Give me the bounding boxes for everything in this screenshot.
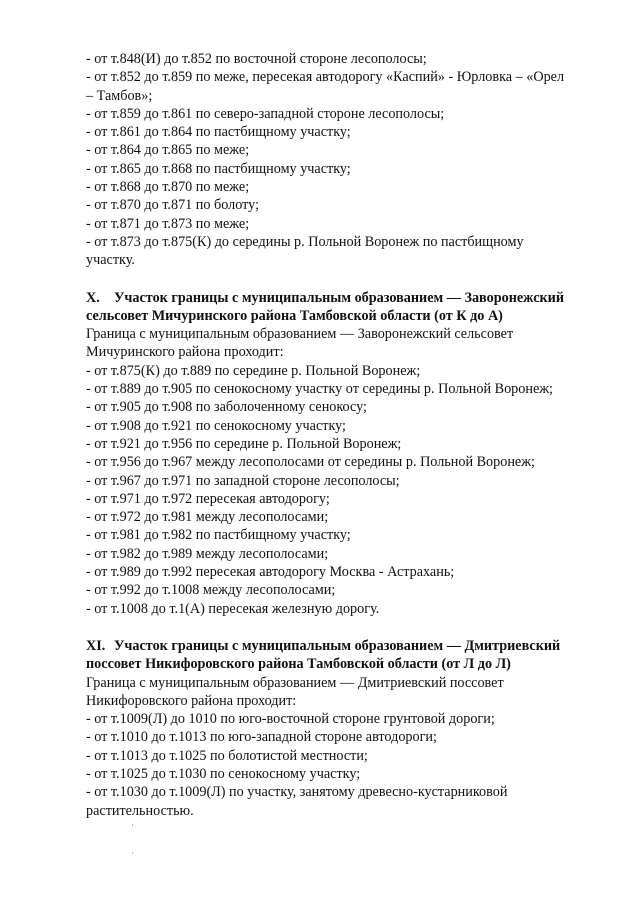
list-item: - от т.870 до т.871 по болоту;: [86, 197, 260, 214]
list-item: - от т.921 до т.956 по середине р. Польной Воронеж;: [86, 435, 402, 452]
list-item: - от т.1010 до т.1013 по юго-западной стороне автодороги;: [86, 729, 437, 746]
scan-artifact: [132, 852, 133, 854]
list-item: - от т.864 до т.865 по меже;: [86, 142, 250, 159]
list-item: - от т.859 до т.861 по северо-западной стороне лесополосы;: [86, 105, 445, 122]
list-item: - от т.967 до т.971 по западной стороне лесополосы;: [86, 472, 400, 489]
section-heading-text: Участок границы с муниципальным образованием — Заворонежский: [114, 289, 565, 306]
section-10: [86, 289, 606, 618]
section-heading: [86, 289, 606, 307]
list-item: - от т.889 до т.905 по сенокосному участку от середины р. Польной Воронеж;: [86, 381, 553, 398]
section-spacer: [86, 618, 606, 637]
section-number: XI.: [86, 637, 106, 654]
list-item: - от т.875(К) до т.889 по середине р. Польной Воронеж;: [86, 362, 421, 379]
list-item: - от т.1009(Л) до 1010 по юго-восточной стороне грунтовой дороги;: [86, 711, 495, 728]
scan-artifact: [132, 824, 133, 826]
section-heading-line-2: поссовет Никифоровского района Тамбовской области (от Л до Л): [86, 656, 511, 673]
list-item: - от т.971 до т.972 пересекая автодорогу;: [86, 490, 330, 507]
list-item: - от т.1008 до т.1(А) пересекая железную дорогу.: [86, 600, 380, 617]
list-item: - от т.982 до т.989 между лесополосами;: [86, 545, 329, 562]
list-item-continuation: растительностью.: [86, 802, 194, 819]
list-item: - от т.1030 до т.1009(Л) по участку, занятому древесно-кустарниковой: [86, 784, 508, 801]
section-spacer: [86, 270, 606, 289]
section-intro: Граница с муниципальным образованием — Заворонежский сельсовет: [86, 326, 514, 343]
list-item: - от т.956 до т.967 между лесополосами от середины р. Польной Воронеж;: [86, 454, 535, 471]
list-item: - от т.848(И) до т.852 по восточной стороне лесополосы;: [86, 51, 427, 67]
section-number: X.: [86, 289, 100, 306]
list-item: - от т.861 до т.864 по пастбищному участку;: [86, 124, 351, 141]
document-body: [86, 50, 606, 820]
list-item: - от т.972 до т.981 между лесополосами;: [86, 509, 329, 526]
list-item: - от т.871 до т.873 по меже;: [86, 215, 250, 232]
list-item: - от т.1013 до т.1025 по болотистой местности;: [86, 747, 368, 764]
list-item-continuation: – Тамбов»;: [86, 87, 153, 104]
list-item: - от т.981 до т.982 по пастбищному участку;: [86, 527, 351, 544]
list-item: - от т.1025 до т.1030 по сенокосному участку;: [86, 765, 361, 782]
section-heading-text: Участок границы с муниципальным образованием — Дмитриевский: [114, 637, 561, 654]
list-item: - от т.852 до т.859 по меже, пересекая автодорогу «Каспий» - Юрловка – «Орел: [86, 69, 565, 86]
section-11: [86, 637, 606, 820]
list-item: - от т.905 до т.908 по заболоченному сенокосу;: [86, 399, 367, 416]
list-item: - от т.992 до т.1008 между лесополосами;: [86, 582, 336, 599]
section-intro: Мичуринского района проходит:: [86, 344, 284, 361]
section-intro: Граница с муниципальным образованием — Дмитриевский поссовет: [86, 674, 504, 691]
list-item: - от т.989 до т.992 пересекая автодорогу Москва - Астрахань;: [86, 564, 455, 581]
section-heading-line-2: сельсовет Мичуринского района Тамбовской области (от К до А): [86, 307, 503, 324]
list-item: - от т.868 до т.870 по меже;: [86, 179, 250, 196]
section-heading: [86, 637, 606, 655]
section-intro: Никифоровского района проходит:: [86, 692, 297, 709]
list-item: - от т.865 до т.868 по пастбищному участку;: [86, 160, 351, 177]
list-item: - от т.908 до т.921 по сенокосному участку;: [86, 417, 346, 434]
section-9-tail: [86, 50, 606, 270]
list-item-continuation: участку.: [86, 252, 135, 269]
list-item: - от т.873 до т.875(К) до середины р. Польной Воронеж по пастбищному: [86, 233, 524, 250]
